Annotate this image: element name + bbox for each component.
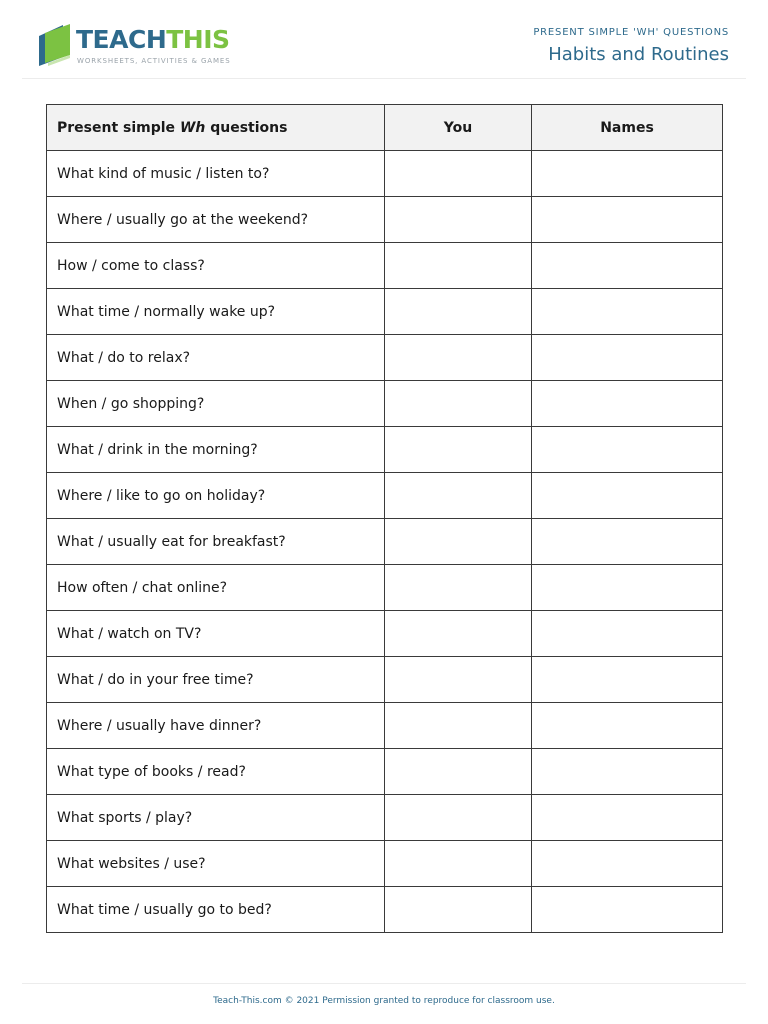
you-answer-cell[interactable]	[385, 151, 532, 197]
table-row	[47, 289, 723, 335]
table-row	[47, 565, 723, 611]
names-answer-cell[interactable]	[532, 151, 723, 197]
question-cell: Where / like to go on holiday?	[47, 473, 385, 519]
table-row	[47, 795, 723, 841]
table-row	[47, 519, 723, 565]
you-answer-cell[interactable]	[385, 887, 532, 933]
you-answer-cell[interactable]	[385, 197, 532, 243]
table-row	[47, 381, 723, 427]
table-body	[47, 151, 723, 933]
question-cell: Where / usually have dinner?	[47, 703, 385, 749]
table-row	[47, 657, 723, 703]
logo-wordmark: TEACHTHIS	[76, 25, 230, 54]
names-answer-cell[interactable]	[532, 519, 723, 565]
question-cell: What type of books / read?	[47, 749, 385, 795]
question-cell: What / do to relax?	[47, 335, 385, 381]
book-icon	[36, 22, 74, 68]
you-answer-cell[interactable]	[385, 795, 532, 841]
question-cell: What time / normally wake up?	[47, 289, 385, 335]
names-answer-cell[interactable]	[532, 243, 723, 289]
you-answer-cell[interactable]	[385, 381, 532, 427]
names-answer-cell[interactable]	[532, 703, 723, 749]
names-answer-cell[interactable]	[532, 427, 723, 473]
logo-tagline: WORKSHEETS, ACTIVITIES & GAMES	[77, 57, 231, 65]
names-answer-cell[interactable]	[532, 611, 723, 657]
table-row	[47, 703, 723, 749]
table-row	[47, 473, 723, 519]
names-answer-cell[interactable]	[532, 841, 723, 887]
names-answer-cell[interactable]	[532, 335, 723, 381]
question-cell: Where / usually go at the weekend?	[47, 197, 385, 243]
questions-table	[46, 104, 723, 933]
question-cell: What kind of music / listen to?	[47, 151, 385, 197]
question-cell: How / come to class?	[47, 243, 385, 289]
table-row	[47, 243, 723, 289]
names-answer-cell[interactable]	[532, 657, 723, 703]
names-answer-cell[interactable]	[532, 887, 723, 933]
header-questions: Present simple Wh questions	[47, 105, 385, 151]
names-answer-cell[interactable]	[532, 795, 723, 841]
question-cell: What / drink in the morning?	[47, 427, 385, 473]
table-row	[47, 427, 723, 473]
names-answer-cell[interactable]	[532, 565, 723, 611]
you-answer-cell[interactable]	[385, 749, 532, 795]
table-row	[47, 151, 723, 197]
question-cell: When / go shopping?	[47, 381, 385, 427]
you-answer-cell[interactable]	[385, 335, 532, 381]
table-row	[47, 611, 723, 657]
header-you: You	[385, 105, 532, 151]
names-answer-cell[interactable]	[532, 289, 723, 335]
you-answer-cell[interactable]	[385, 841, 532, 887]
table-row	[47, 197, 723, 243]
table-row	[47, 887, 723, 933]
question-cell: What / usually eat for breakfast?	[47, 519, 385, 565]
question-cell: What sports / play?	[47, 795, 385, 841]
page-header	[22, 0, 746, 79]
names-answer-cell[interactable]	[532, 749, 723, 795]
header-questions-emphasis: Wh	[179, 119, 206, 136]
worksheet-title: Habits and Routines	[548, 44, 729, 65]
worksheet-subtitle: PRESENT SIMPLE 'WH' QUESTIONS	[533, 27, 729, 38]
you-answer-cell[interactable]	[385, 473, 532, 519]
question-cell: What / do in your free time?	[47, 657, 385, 703]
table-row	[47, 841, 723, 887]
names-answer-cell[interactable]	[532, 197, 723, 243]
footer-divider	[22, 983, 746, 984]
you-answer-cell[interactable]	[385, 519, 532, 565]
you-answer-cell[interactable]	[385, 657, 532, 703]
you-answer-cell[interactable]	[385, 565, 532, 611]
you-answer-cell[interactable]	[385, 703, 532, 749]
logo-wordmark-accent: THIS	[166, 25, 230, 54]
you-answer-cell[interactable]	[385, 611, 532, 657]
table-row	[47, 335, 723, 381]
question-cell: What time / usually go to bed?	[47, 887, 385, 933]
header-names: Names	[532, 105, 723, 151]
you-answer-cell[interactable]	[385, 427, 532, 473]
question-cell: What websites / use?	[47, 841, 385, 887]
teach-this-logo	[36, 22, 236, 70]
footer-copyright: Teach-This.com © 2021 Permission granted to reproduce for classroom use.	[213, 996, 555, 1006]
table-header-row	[47, 105, 723, 151]
you-answer-cell[interactable]	[385, 289, 532, 335]
table-row	[47, 749, 723, 795]
names-answer-cell[interactable]	[532, 381, 723, 427]
question-cell: How often / chat online?	[47, 565, 385, 611]
names-answer-cell[interactable]	[532, 473, 723, 519]
you-answer-cell[interactable]	[385, 243, 532, 289]
question-cell: What / watch on TV?	[47, 611, 385, 657]
